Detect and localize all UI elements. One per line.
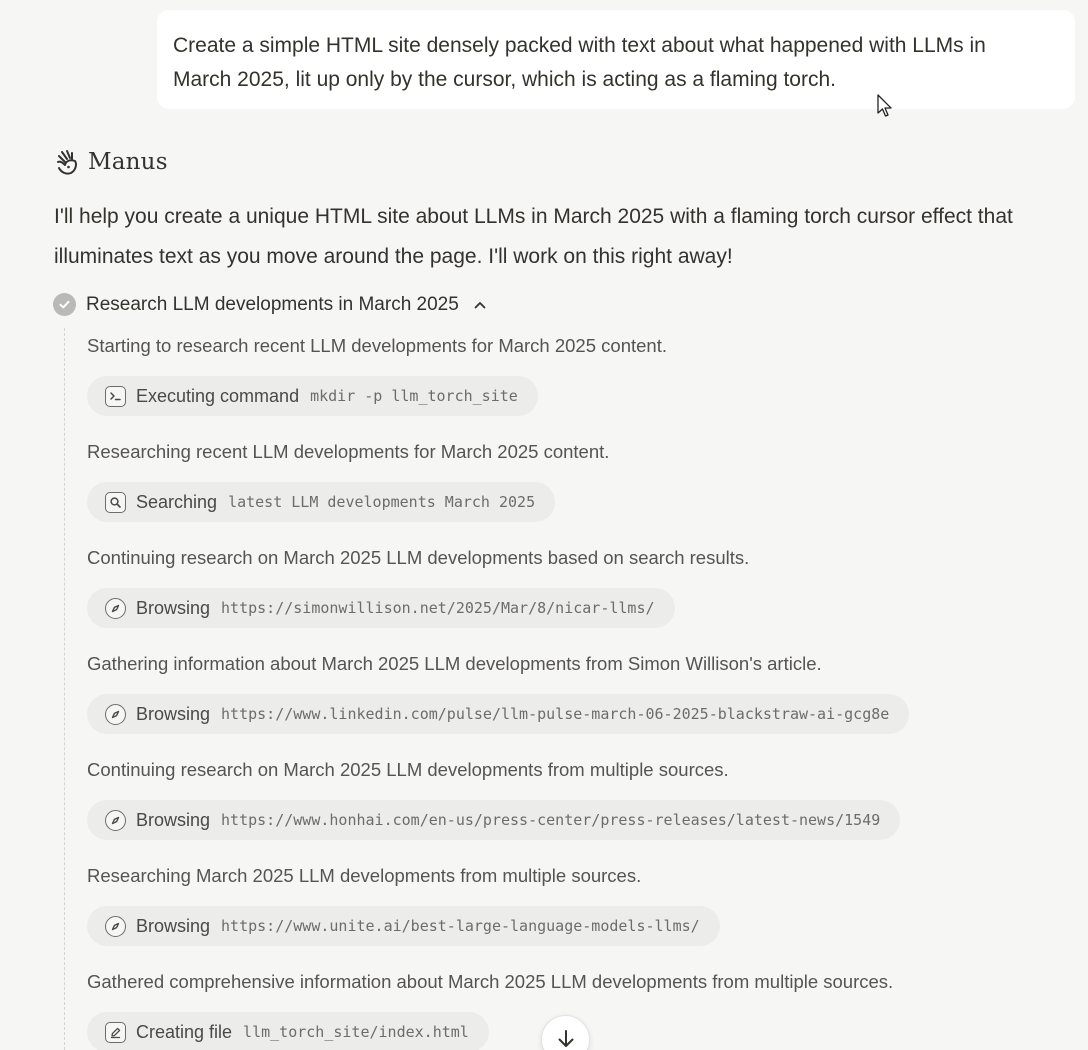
step-description: Continuing research on March 2025 LLM developments based on search results. bbox=[87, 547, 750, 568]
manus-hand-icon bbox=[54, 148, 80, 176]
terminal-icon bbox=[105, 386, 126, 407]
tool-call-pill[interactable] bbox=[87, 482, 555, 522]
assistant-header bbox=[54, 148, 168, 176]
tool-call-pill[interactable] bbox=[87, 1012, 489, 1050]
timeline-line bbox=[64, 328, 65, 1050]
tool-argument: https://www.unite.ai/best-large-language-models-llms/ bbox=[221, 917, 700, 935]
tool-call-pill[interactable] bbox=[87, 800, 900, 840]
step-description: Researching March 2025 LLM developments from multiple sources. bbox=[87, 865, 642, 886]
step-description: Starting to research recent LLM developments for March 2025 content. bbox=[87, 335, 667, 356]
tool-label: Creating file bbox=[136, 1021, 233, 1042]
mouse-pointer-icon bbox=[877, 94, 893, 118]
compass-icon bbox=[105, 598, 126, 619]
tool-argument: mkdir -p llm_torch_site bbox=[310, 387, 518, 405]
tool-call-pill[interactable] bbox=[87, 588, 675, 628]
compass-icon bbox=[105, 916, 126, 937]
assistant-message-line: I'll help you create a unique HTML site about LLMs in March 2025 with a flaming torch cursor effect that bbox=[54, 205, 1013, 228]
tool-label: Browsing bbox=[136, 703, 211, 724]
tool-label: Browsing bbox=[136, 809, 211, 830]
tool-label: Executing command bbox=[136, 385, 300, 406]
user-message-line: Create a simple HTML site densely packed with text about what happened with LLMs in bbox=[173, 34, 986, 57]
task-header[interactable] bbox=[53, 293, 487, 316]
tool-argument: latest LLM developments March 2025 bbox=[228, 493, 536, 511]
step-description: Researching recent LLM developments for March 2025 content. bbox=[87, 441, 610, 462]
compass-icon bbox=[105, 810, 126, 831]
edit-file-icon bbox=[105, 1022, 126, 1043]
tool-label: Browsing bbox=[136, 597, 211, 618]
chevron-up-icon[interactable] bbox=[473, 298, 487, 312]
tool-call-pill[interactable] bbox=[87, 906, 720, 946]
step-description: Gathering information about March 2025 LLM developments from Simon Willison's article. bbox=[87, 653, 822, 674]
tool-argument: https://www.honhai.com/en-us/press-center/press-releases/latest-news/1549 bbox=[221, 811, 881, 829]
tool-label: Browsing bbox=[136, 915, 211, 936]
assistant-message-line: illuminates text as you move around the page. I'll work on this right away! bbox=[54, 245, 733, 268]
tool-call-pill[interactable] bbox=[87, 376, 538, 416]
assistant-name: Manus bbox=[88, 149, 168, 175]
check-circle-icon bbox=[53, 293, 76, 316]
tool-argument: https://www.linkedin.com/pulse/llm-pulse-march-06-2025-blackstraw-ai-gcg8e bbox=[221, 705, 890, 723]
assistant-message bbox=[54, 197, 1084, 277]
tool-call-pill[interactable] bbox=[87, 694, 909, 734]
task-title: Research LLM developments in March 2025 bbox=[86, 293, 459, 315]
step-description: Gathered comprehensive information about March 2025 LLM developments from multiple sources. bbox=[87, 971, 894, 992]
tool-argument: https://simonwillison.net/2025/Mar/8/nicar-llms/ bbox=[221, 599, 655, 617]
user-message-line: March 2025, lit up only by the cursor, which is acting as a flaming torch. bbox=[173, 68, 836, 91]
tool-argument: llm_torch_site/index.html bbox=[243, 1023, 469, 1041]
tool-label: Searching bbox=[136, 491, 218, 512]
step-description: Continuing research on March 2025 LLM developments from multiple sources. bbox=[87, 759, 729, 780]
scroll-down-button[interactable] bbox=[541, 1015, 590, 1050]
compass-icon bbox=[105, 704, 126, 725]
search-icon bbox=[105, 492, 126, 513]
user-message-bubble bbox=[157, 10, 1075, 109]
arrow-down-icon bbox=[556, 1029, 576, 1049]
